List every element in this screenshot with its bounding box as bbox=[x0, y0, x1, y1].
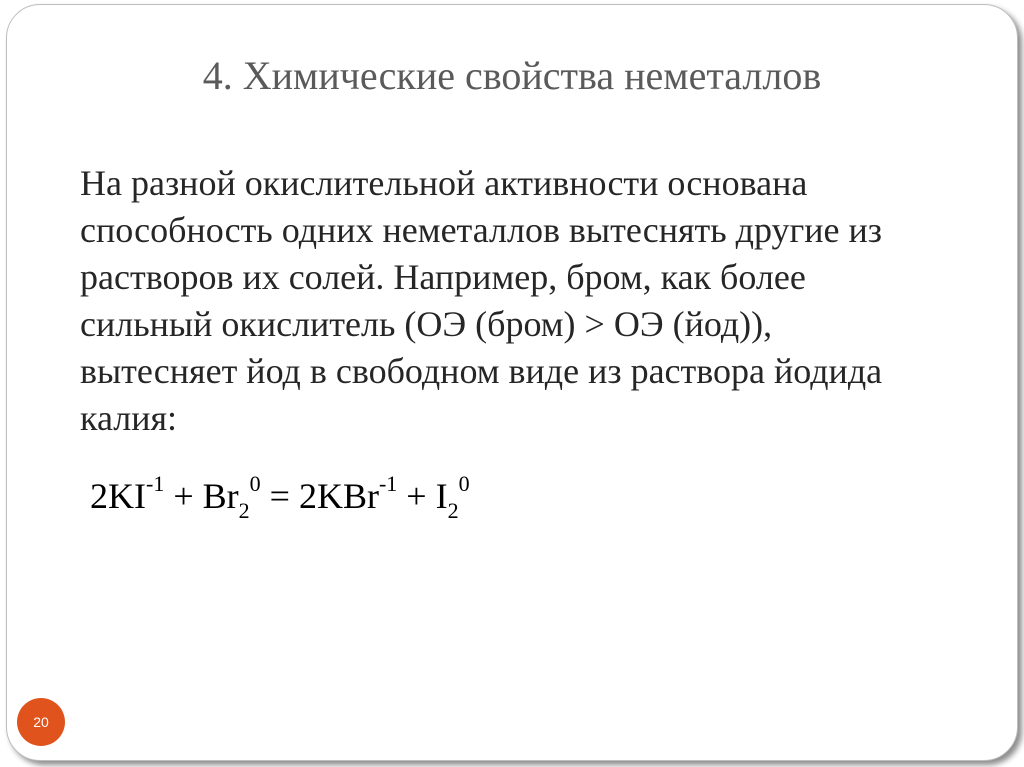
equation-term: 2KI bbox=[90, 476, 146, 516]
page-number-badge: 20 bbox=[17, 698, 65, 746]
oxidation-state: 0 bbox=[458, 471, 470, 496]
body-line: вытесняет йод в свободном виде из раствора йодида bbox=[80, 351, 883, 391]
body-line: растворов их солей. Например, бром, как более bbox=[80, 257, 806, 297]
body-line: калия: bbox=[80, 398, 178, 438]
body-line: сильный окислитель (ОЭ (бром) > ОЭ (йод)), bbox=[80, 304, 773, 344]
subscript: 2 bbox=[447, 498, 459, 524]
equation-term: + Br bbox=[164, 476, 239, 516]
oxidation-state: -1 bbox=[378, 471, 398, 496]
chemical-equation bbox=[90, 471, 470, 524]
subscript: 2 bbox=[238, 498, 250, 524]
slide-body bbox=[80, 160, 990, 442]
equation-term: = 2KBr bbox=[260, 476, 379, 516]
body-line: На разной окислительной активности основана bbox=[80, 163, 808, 203]
oxidation-state: 0 bbox=[249, 471, 261, 496]
slide-title: 4. Химические свойства неметаллов bbox=[202, 53, 822, 98]
body-line: способность одних неметаллов вытеснять другие из bbox=[80, 210, 883, 250]
oxidation-state: -1 bbox=[146, 471, 165, 496]
equation-term: + I bbox=[397, 476, 448, 516]
